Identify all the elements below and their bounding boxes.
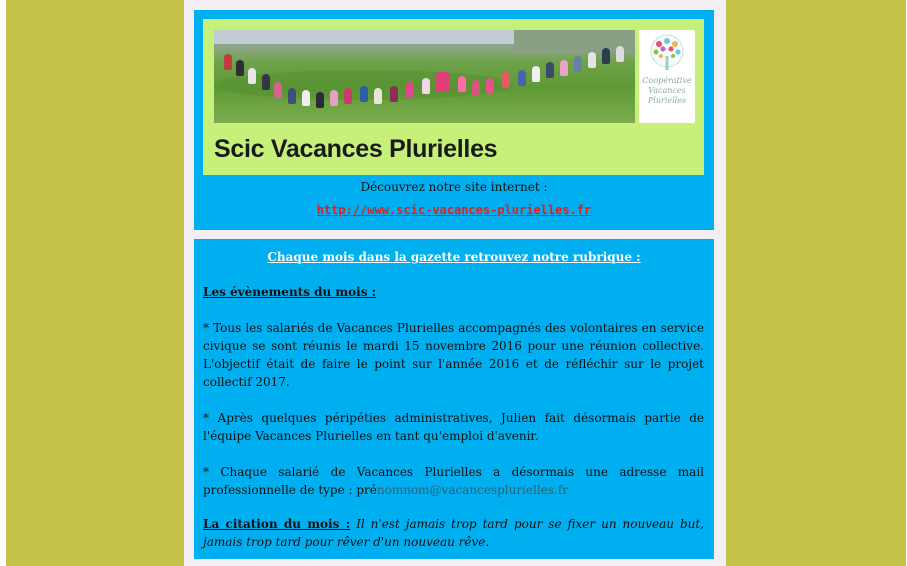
banner-title: Scic Vacances Plurielles (214, 135, 498, 163)
quote-of-month (203, 515, 704, 551)
tree-logo-icon (647, 34, 687, 74)
quote-text: Il n'est jamais trop tard pour se fixer un nouveau but, jamais trop tard pour rêver d'un nouveau rêve. (203, 517, 704, 549)
rubrique-heading: Chaque mois dans la gazette retrouvez notre rubrique : (267, 250, 641, 264)
events-title: Les évènements du mois : (203, 285, 377, 299)
email-intro: * Chaque salarié de Vacances Plurielles a désormais une adresse mail professionnelle de type : pré (203, 465, 704, 497)
group-photo (214, 30, 635, 123)
email-example: nomnom@vacancesplurielles.fr (376, 483, 568, 497)
quote-label: La citation du mois : (203, 517, 351, 531)
right-background (726, 0, 906, 566)
event-paragraph-3 (203, 463, 704, 499)
logo-line-1: Coopérative (642, 76, 692, 85)
discover-text: Découvrez notre site internet : (360, 180, 548, 194)
website-link[interactable]: http://www.scic-vacances-plurielles.fr (316, 203, 592, 217)
logo-text (639, 76, 695, 106)
event-paragraph-2: * Après quelques péripéties administratives, Julien fait désormais partie de l'équipe Vacances Plurielles en tant qu'emploi d'avenir. (203, 411, 704, 443)
left-background (6, 0, 184, 566)
logo-line-3: Plurielles (647, 96, 687, 105)
logo-line-2: Vacances (648, 86, 686, 95)
event-paragraph-1: * Tous les salariés de Vacances Plurielles accompagnés des volontaires en service civique se sont réunis le mardi 15 novembre 2016 pour une réunion collective. L'objectif était de faire le point sur l'année 2016 et de réfléchir sur le projet collectif 2017. (203, 321, 704, 389)
